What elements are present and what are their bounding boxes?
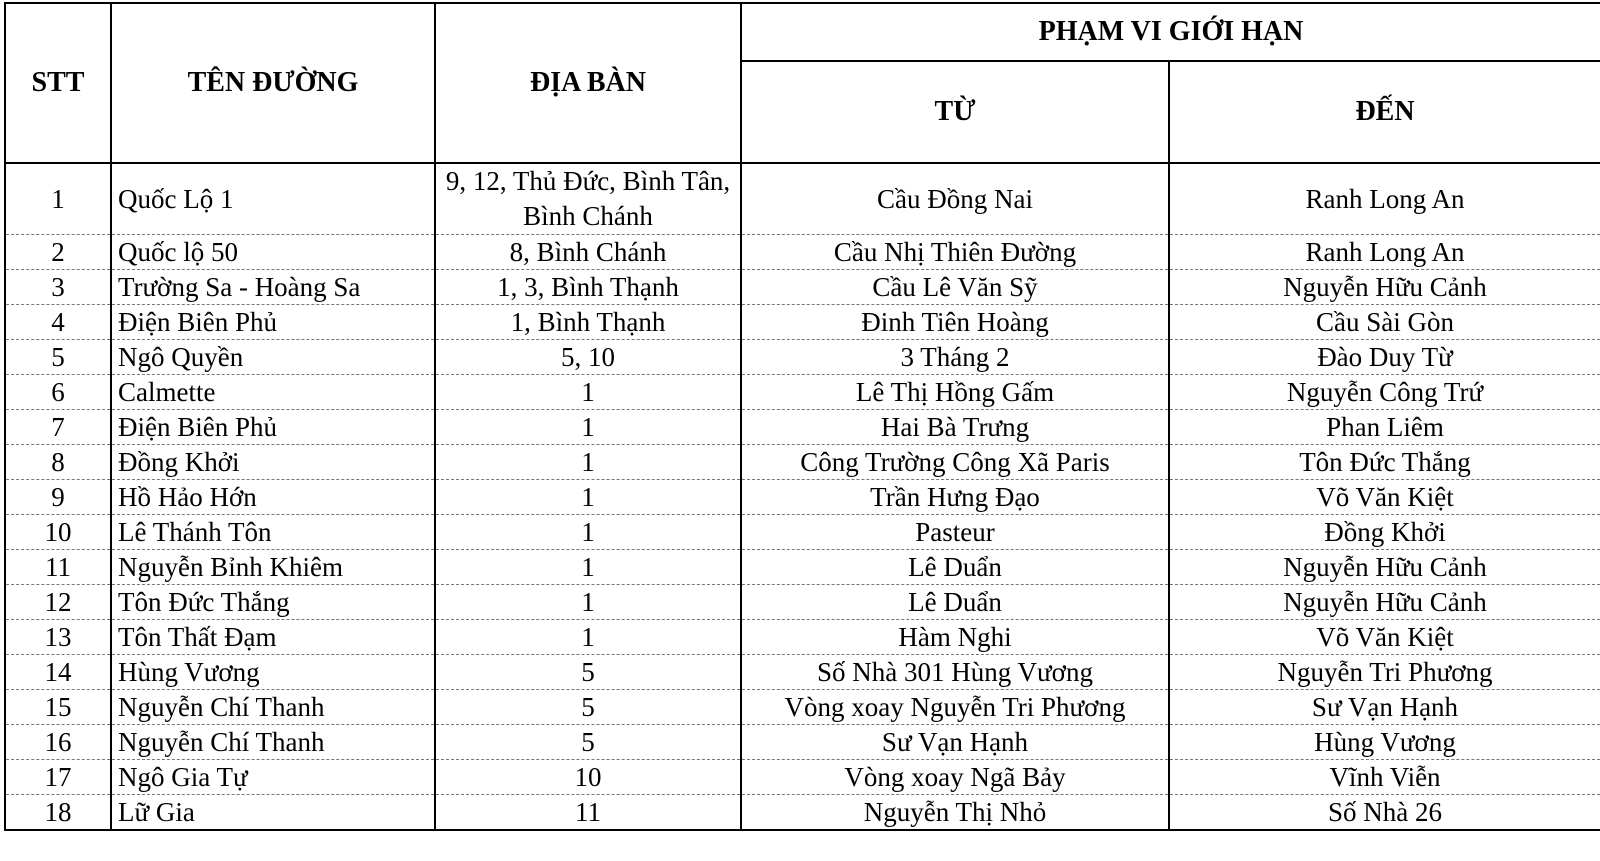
header-from: TỪ	[741, 61, 1169, 163]
cell-road-name: Hùng Vương	[111, 655, 435, 690]
table-row	[5, 760, 1600, 795]
table-row	[5, 620, 1600, 655]
cell-stt: 2	[5, 235, 111, 270]
cell-road-name: Ngô Gia Tự	[111, 760, 435, 795]
cell-district: 1, 3, Bình Thạnh	[435, 270, 741, 305]
cell-stt: 9	[5, 480, 111, 515]
cell-from: Công Trường Công Xã Paris	[741, 445, 1169, 480]
cell-from: Pasteur	[741, 515, 1169, 550]
table-row	[5, 445, 1600, 480]
cell-from: Vòng xoay Nguyễn Tri Phương	[741, 690, 1169, 725]
cell-road-name: Ngô Quyền	[111, 340, 435, 375]
cell-district: 5	[435, 725, 741, 760]
cell-to: Nguyễn Hữu Cảnh	[1169, 550, 1600, 585]
cell-to: Phan Liêm	[1169, 410, 1600, 445]
cell-district: 1	[435, 445, 741, 480]
road-restriction-table	[4, 2, 1600, 831]
cell-to: Cầu Sài Gòn	[1169, 305, 1600, 340]
table-row	[5, 235, 1600, 270]
cell-stt: 17	[5, 760, 111, 795]
cell-to: Nguyễn Hữu Cảnh	[1169, 270, 1600, 305]
cell-road-name: Nguyễn Bỉnh Khiêm	[111, 550, 435, 585]
cell-stt: 11	[5, 550, 111, 585]
table-row	[5, 550, 1600, 585]
cell-to: Tôn Đức Thắng	[1169, 445, 1600, 480]
cell-district: 1	[435, 550, 741, 585]
cell-road-name: Trường Sa - Hoàng Sa	[111, 270, 435, 305]
cell-from: 3 Tháng 2	[741, 340, 1169, 375]
cell-road-name: Lê Thánh Tôn	[111, 515, 435, 550]
table-row	[5, 480, 1600, 515]
cell-road-name: Quốc Lộ 1	[111, 163, 435, 235]
cell-road-name: Calmette	[111, 375, 435, 410]
cell-stt: 15	[5, 690, 111, 725]
header-stt: STT	[5, 3, 111, 163]
cell-stt: 16	[5, 725, 111, 760]
cell-district: 1	[435, 620, 741, 655]
cell-road-name: Lữ Gia	[111, 795, 435, 831]
table-row	[5, 340, 1600, 375]
cell-stt: 5	[5, 340, 111, 375]
cell-road-name: Điện Biên Phủ	[111, 305, 435, 340]
cell-stt: 4	[5, 305, 111, 340]
cell-to: Ranh Long An	[1169, 163, 1600, 235]
cell-road-name: Tôn Thất Đạm	[111, 620, 435, 655]
table-row	[5, 585, 1600, 620]
cell-stt: 8	[5, 445, 111, 480]
cell-road-name: Đồng Khởi	[111, 445, 435, 480]
header-district: ĐỊA BÀN	[435, 3, 741, 163]
table-row	[5, 163, 1600, 235]
cell-district: 1	[435, 515, 741, 550]
cell-from: Cầu Nhị Thiên Đường	[741, 235, 1169, 270]
cell-to: Võ Văn Kiệt	[1169, 620, 1600, 655]
cell-from: Lê Thị Hồng Gấm	[741, 375, 1169, 410]
cell-from: Cầu Lê Văn Sỹ	[741, 270, 1169, 305]
table-body	[5, 163, 1600, 830]
table-header	[5, 3, 1600, 163]
cell-road-name: Quốc lộ 50	[111, 235, 435, 270]
header-to: ĐẾN	[1169, 61, 1600, 163]
cell-from: Trần Hưng Đạo	[741, 480, 1169, 515]
road-table-sheet	[4, 2, 1600, 831]
cell-from: Lê Duẩn	[741, 585, 1169, 620]
cell-stt: 7	[5, 410, 111, 445]
cell-to: Đào Duy Từ	[1169, 340, 1600, 375]
cell-to: Hùng Vương	[1169, 725, 1600, 760]
cell-road-name: Điện Biên Phủ	[111, 410, 435, 445]
cell-from: Số Nhà 301 Hùng Vương	[741, 655, 1169, 690]
cell-road-name: Nguyễn Chí Thanh	[111, 725, 435, 760]
cell-from: Cầu Đồng Nai	[741, 163, 1169, 235]
table-row	[5, 305, 1600, 340]
cell-district: 8, Bình Chánh	[435, 235, 741, 270]
cell-to: Đồng Khởi	[1169, 515, 1600, 550]
cell-to: Ranh Long An	[1169, 235, 1600, 270]
table-row	[5, 655, 1600, 690]
cell-from: Đinh Tiên Hoàng	[741, 305, 1169, 340]
cell-stt: 1	[5, 163, 111, 235]
cell-district: 10	[435, 760, 741, 795]
cell-from: Sư Vạn Hạnh	[741, 725, 1169, 760]
table-row	[5, 375, 1600, 410]
cell-from: Lê Duẩn	[741, 550, 1169, 585]
cell-to: Nguyễn Công Trứ	[1169, 375, 1600, 410]
cell-to: Số Nhà 26	[1169, 795, 1600, 831]
table-row	[5, 690, 1600, 725]
cell-to: Vĩnh Viễn	[1169, 760, 1600, 795]
table-row	[5, 515, 1600, 550]
cell-stt: 18	[5, 795, 111, 831]
cell-from: Nguyễn Thị Nhỏ	[741, 795, 1169, 831]
table-row	[5, 795, 1600, 831]
cell-to: Võ Văn Kiệt	[1169, 480, 1600, 515]
cell-road-name: Hồ Hảo Hớn	[111, 480, 435, 515]
cell-district: 1	[435, 375, 741, 410]
cell-district: 5, 10	[435, 340, 741, 375]
cell-to: Sư Vạn Hạnh	[1169, 690, 1600, 725]
cell-district: 9, 12, Thủ Đức, Bình Tân, Bình Chánh	[435, 163, 741, 235]
cell-district: 1, Bình Thạnh	[435, 305, 741, 340]
cell-to: Nguyễn Tri Phương	[1169, 655, 1600, 690]
header-row-top	[5, 3, 1600, 61]
cell-stt: 14	[5, 655, 111, 690]
cell-road-name: Nguyễn Chí Thanh	[111, 690, 435, 725]
table-row	[5, 410, 1600, 445]
cell-to: Nguyễn Hữu Cảnh	[1169, 585, 1600, 620]
cell-district: 1	[435, 585, 741, 620]
cell-stt: 13	[5, 620, 111, 655]
cell-district: 1	[435, 410, 741, 445]
table-row	[5, 725, 1600, 760]
cell-from: Hai Bà Trưng	[741, 410, 1169, 445]
cell-stt: 10	[5, 515, 111, 550]
cell-from: Vòng xoay Ngã Bảy	[741, 760, 1169, 795]
cell-stt: 12	[5, 585, 111, 620]
cell-stt: 6	[5, 375, 111, 410]
cell-road-name: Tôn Đức Thắng	[111, 585, 435, 620]
cell-district: 5	[435, 655, 741, 690]
header-road-name: TÊN ĐƯỜNG	[111, 3, 435, 163]
cell-from: Hàm Nghi	[741, 620, 1169, 655]
cell-district: 11	[435, 795, 741, 831]
cell-stt: 3	[5, 270, 111, 305]
cell-district: 5	[435, 690, 741, 725]
cell-district: 1	[435, 480, 741, 515]
table-row	[5, 270, 1600, 305]
header-limit-range: PHẠM VI GIỚI HẠN	[741, 3, 1600, 61]
